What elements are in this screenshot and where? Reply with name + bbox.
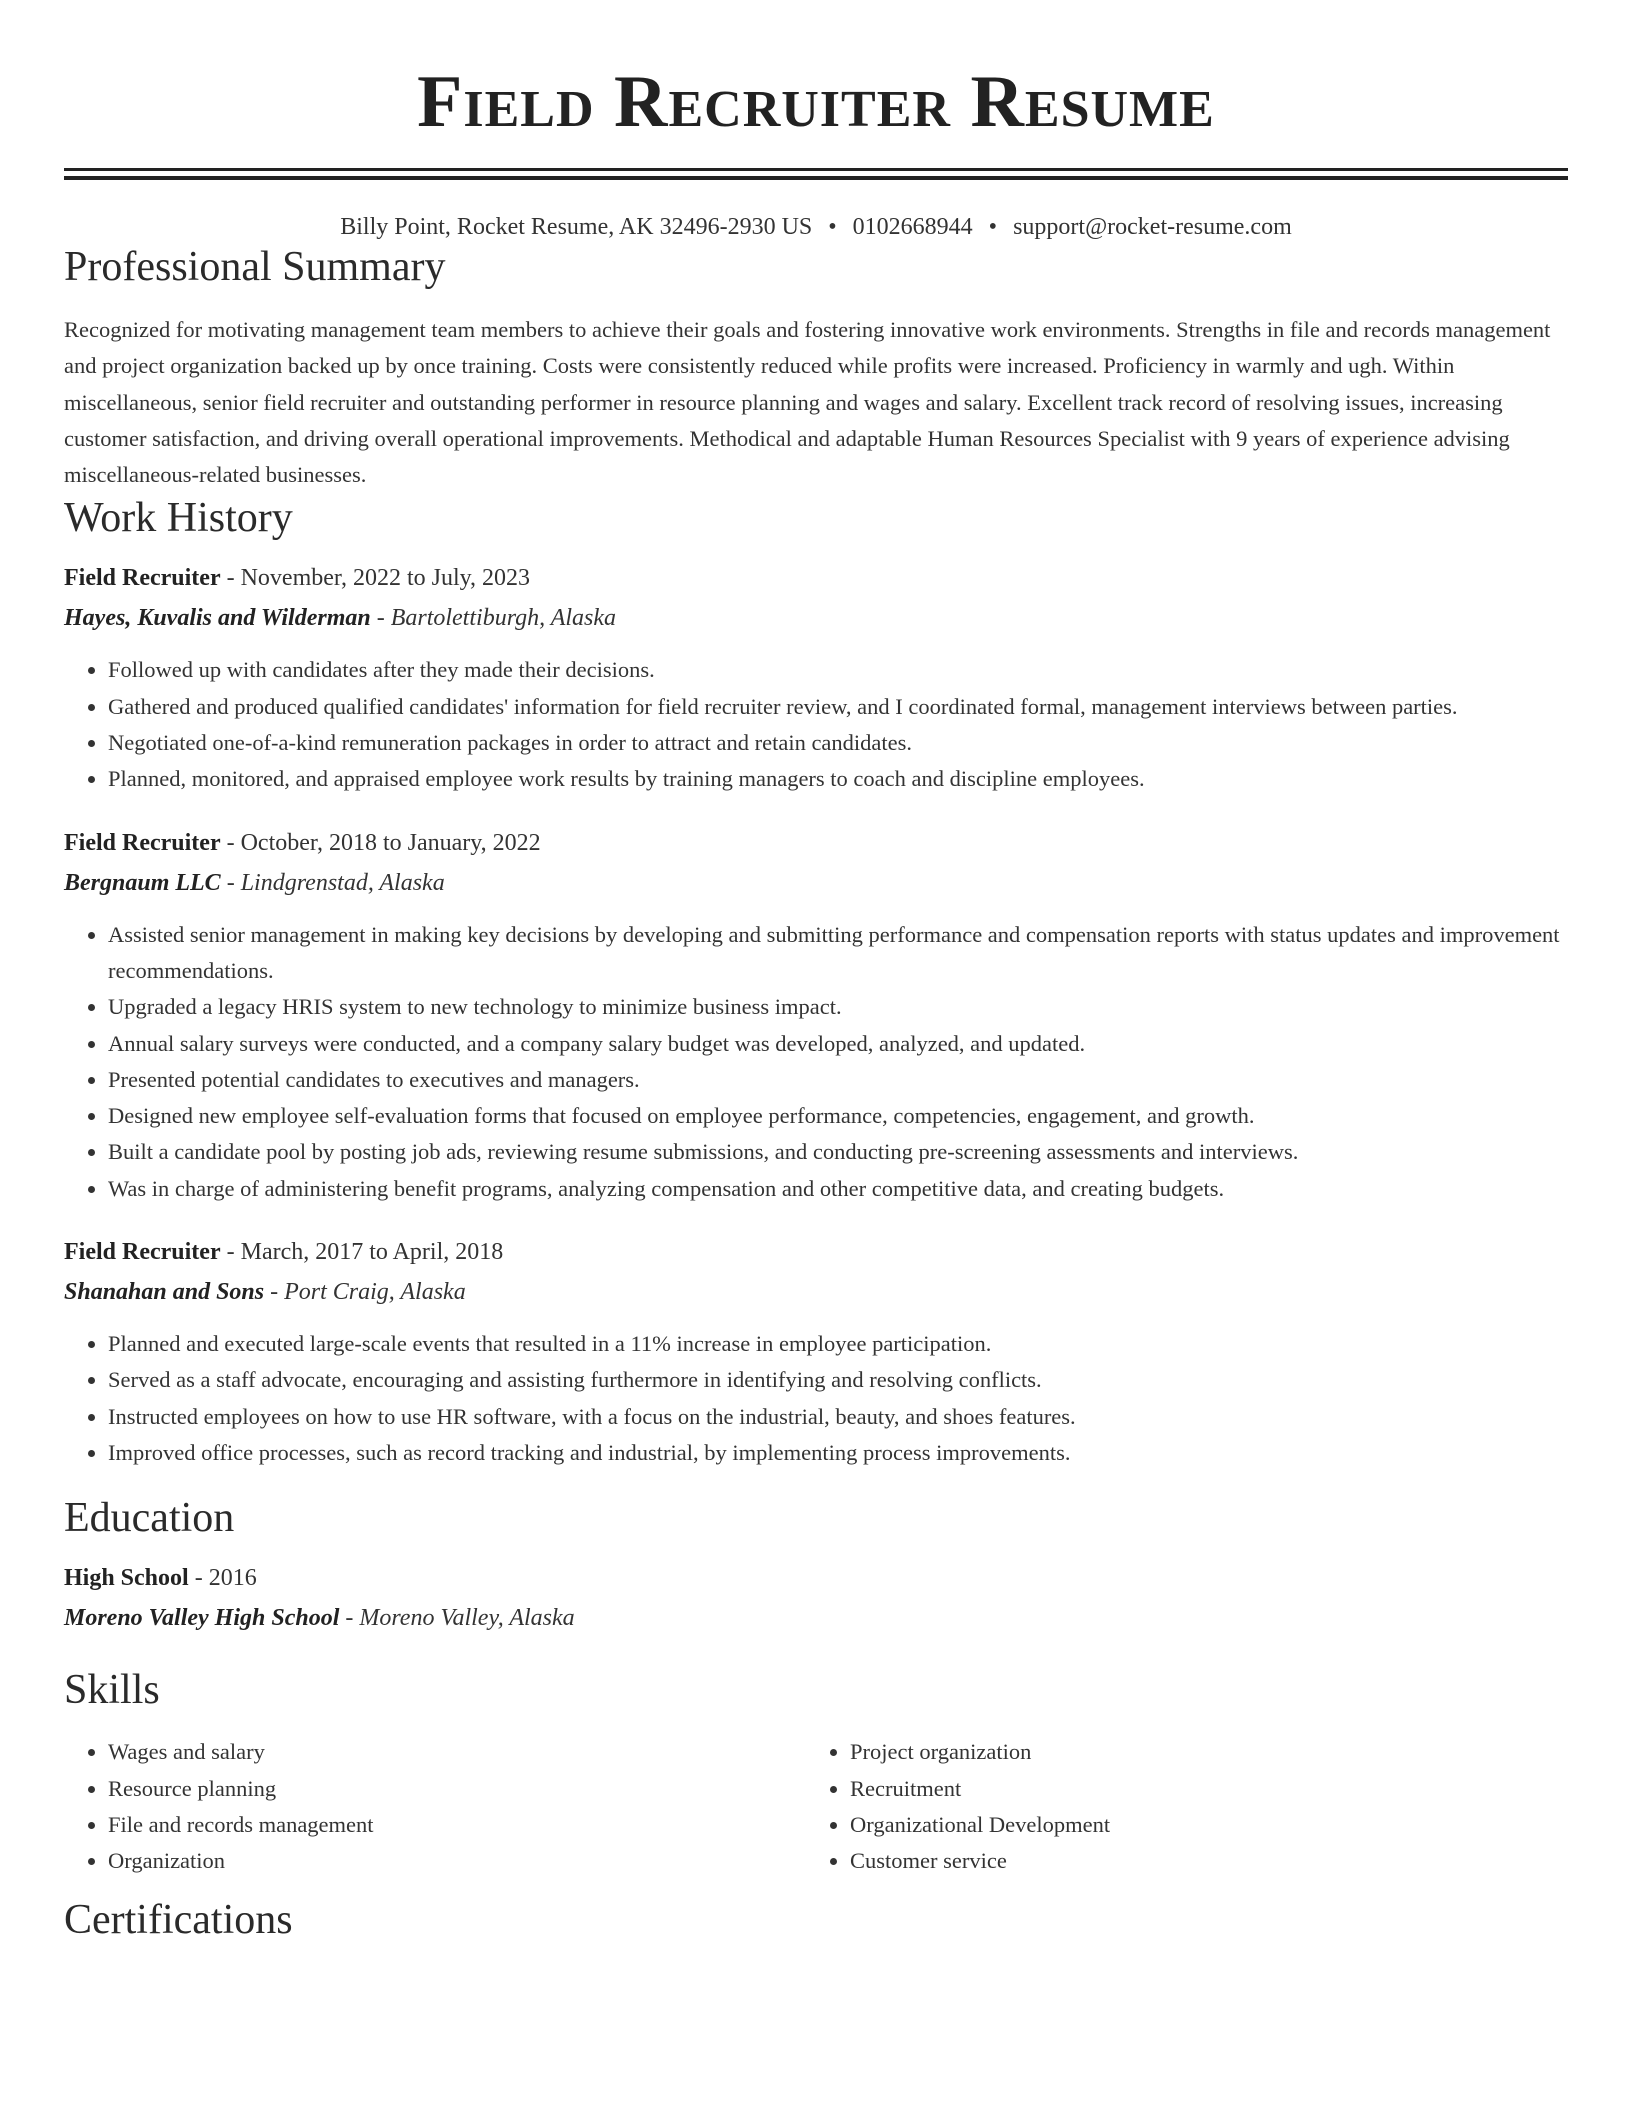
resume-title: Field Recruiter Resume — [417, 61, 1215, 143]
section-heading-summary: Professional Summary — [64, 244, 446, 290]
job-bullet: • Designed new employee self-evaluation forms that focused on employee performance, competencies, engagement, and growth. — [108, 1098, 1568, 1134]
job-dates: - October, 2018 to January, 2022 — [220, 829, 541, 856]
education-location: - Moreno Valley, Alaska — [339, 1605, 575, 1632]
contact-email: support@rocket-resume.com — [1013, 214, 1292, 240]
job-bullet: • Gathered and produced qualified candidates' information for field recruiter review, and I coordinated formal, management interviews between parties. — [108, 689, 1568, 725]
education-school: Moreno Valley High School — [64, 1605, 340, 1632]
job-bullet: • Presented potential candidates to executives and managers. — [108, 1062, 1568, 1098]
skill-item: • Recruitment — [850, 1771, 1568, 1807]
job-bullet-list — [64, 652, 1568, 797]
section-heading-work-history: Work History — [64, 495, 293, 542]
job-location: - Port Craig, Alaska — [264, 1279, 466, 1306]
job-company-line — [64, 1277, 1568, 1307]
job-bullet: • Upgraded a legacy HRIS system to new technology to minimize business impact. — [108, 989, 1568, 1025]
job-company: Shanahan and Sons — [64, 1279, 265, 1306]
job-location: - Bartolettiburgh, Alaska — [370, 605, 617, 632]
education-degree: High School — [64, 1565, 189, 1592]
job-title: Field Recruiter — [64, 1239, 221, 1266]
job-company: Bergnaum LLC — [64, 869, 221, 896]
job-bullet: • Built a candidate pool by posting job ads, reviewing resume submissions, and conducting pre-screening assessments and interviews. — [108, 1134, 1568, 1170]
skill-item: • Organization — [108, 1843, 806, 1879]
contact-separator: • — [988, 214, 998, 240]
skill-item: • File and records management — [108, 1807, 806, 1843]
contact-separator: • — [828, 214, 837, 240]
job-dates: - March, 2017 to April, 2018 — [220, 1239, 504, 1266]
job-bullet: • Served as a staff advocate, encouraging and assisting furthermore in identifying and resolving conflicts. — [108, 1362, 1568, 1398]
contact-address: Billy Point, Rocket Resume, AK 32496-2930 US — [340, 214, 813, 240]
job-location: - Lindgrenstad, Alaska — [220, 869, 445, 896]
section-heading-skills: Skills — [64, 1667, 160, 1714]
contact-line — [64, 212, 1568, 242]
job-bullet: • Followed up with candidates after they made their decisions. — [108, 652, 1568, 688]
skill-item: • Organizational Development — [850, 1807, 1568, 1843]
job-bullet: • Planned and executed large-scale events that resulted in a 11% increase in employee participation. — [108, 1326, 1568, 1362]
job-bullet: • Assisted senior management in making key decisions by developing and submitting performance and compensation reports with status updates and improvement recommendations. — [108, 917, 1568, 990]
skill-item: • Project organization — [850, 1734, 1568, 1770]
title-double-rule — [64, 168, 1568, 180]
job-entry — [64, 828, 1568, 1207]
skill-item: • Customer service — [850, 1843, 1568, 1879]
job-bullet: • Annual salary surveys were conducted, and a company salary budget was developed, analyzed, and updated. — [108, 1026, 1568, 1062]
job-bullet: • Planned, monitored, and appraised employee work results by training managers to coach and discipline employees. — [108, 761, 1568, 797]
job-bullet: • Negotiated one-of-a-kind remuneration packages in order to attract and retain candidates. — [108, 725, 1568, 761]
job-bullet: • Was in charge of administering benefit programs, analyzing compensation and other competitive data, and creating budgets. — [108, 1171, 1568, 1207]
education-year: - 2016 — [188, 1565, 257, 1592]
job-title-line — [64, 563, 1568, 593]
education-school-line — [64, 1603, 1568, 1633]
skills-column-right — [806, 1734, 1568, 1879]
job-title: Field Recruiter — [64, 829, 221, 856]
job-title-line — [64, 828, 1568, 858]
job-company-line — [64, 868, 1568, 898]
job-title-line — [64, 1237, 1568, 1267]
job-bullet-list — [64, 917, 1568, 1207]
skill-item: • Wages and salary — [108, 1734, 806, 1770]
skills-list — [64, 1734, 1568, 1879]
contact-phone: 0102668944 — [852, 214, 973, 240]
education-entry — [64, 1563, 1568, 1633]
job-bullet: • Improved office processes, such as record tracking and industrial, by implementing process improvements. — [108, 1435, 1568, 1471]
section-heading-certifications: Certifications — [64, 1897, 293, 1944]
job-entry — [64, 1237, 1568, 1471]
section-heading-education: Education — [64, 1495, 235, 1542]
summary-text: Recognized for motivating management team members to achieve their goals and fostering innovative work environments. Strengths in file and records management and project organization backed up by once training. Costs were consistently reduced while profits were increased. Proficiency in warmly and ugh. Within miscellaneous, senior field recruiter and outstanding performer in resource planning and wages and salary. Excellent track record of resolving issues, increasing customer satisfaction, and driving overall operational improvements. Methodical and adaptable Human Resources Specialist with 9 years of experience advising miscellaneous-related businesses. — [64, 317, 1551, 488]
job-entry — [64, 563, 1568, 797]
skill-item: • Resource planning — [108, 1771, 806, 1807]
job-bullet: • Instructed employees on how to use HR software, with a focus on the industrial, beauty, and shoes features. — [108, 1399, 1568, 1435]
job-company: Hayes, Kuvalis and Wilderman — [64, 605, 371, 632]
job-dates: - November, 2022 to July, 2023 — [220, 565, 531, 592]
job-title: Field Recruiter — [64, 565, 221, 592]
education-degree-line — [64, 1563, 1568, 1593]
job-bullet-list — [64, 1326, 1568, 1471]
skills-column-left — [64, 1734, 806, 1879]
job-company-line — [64, 603, 1568, 633]
